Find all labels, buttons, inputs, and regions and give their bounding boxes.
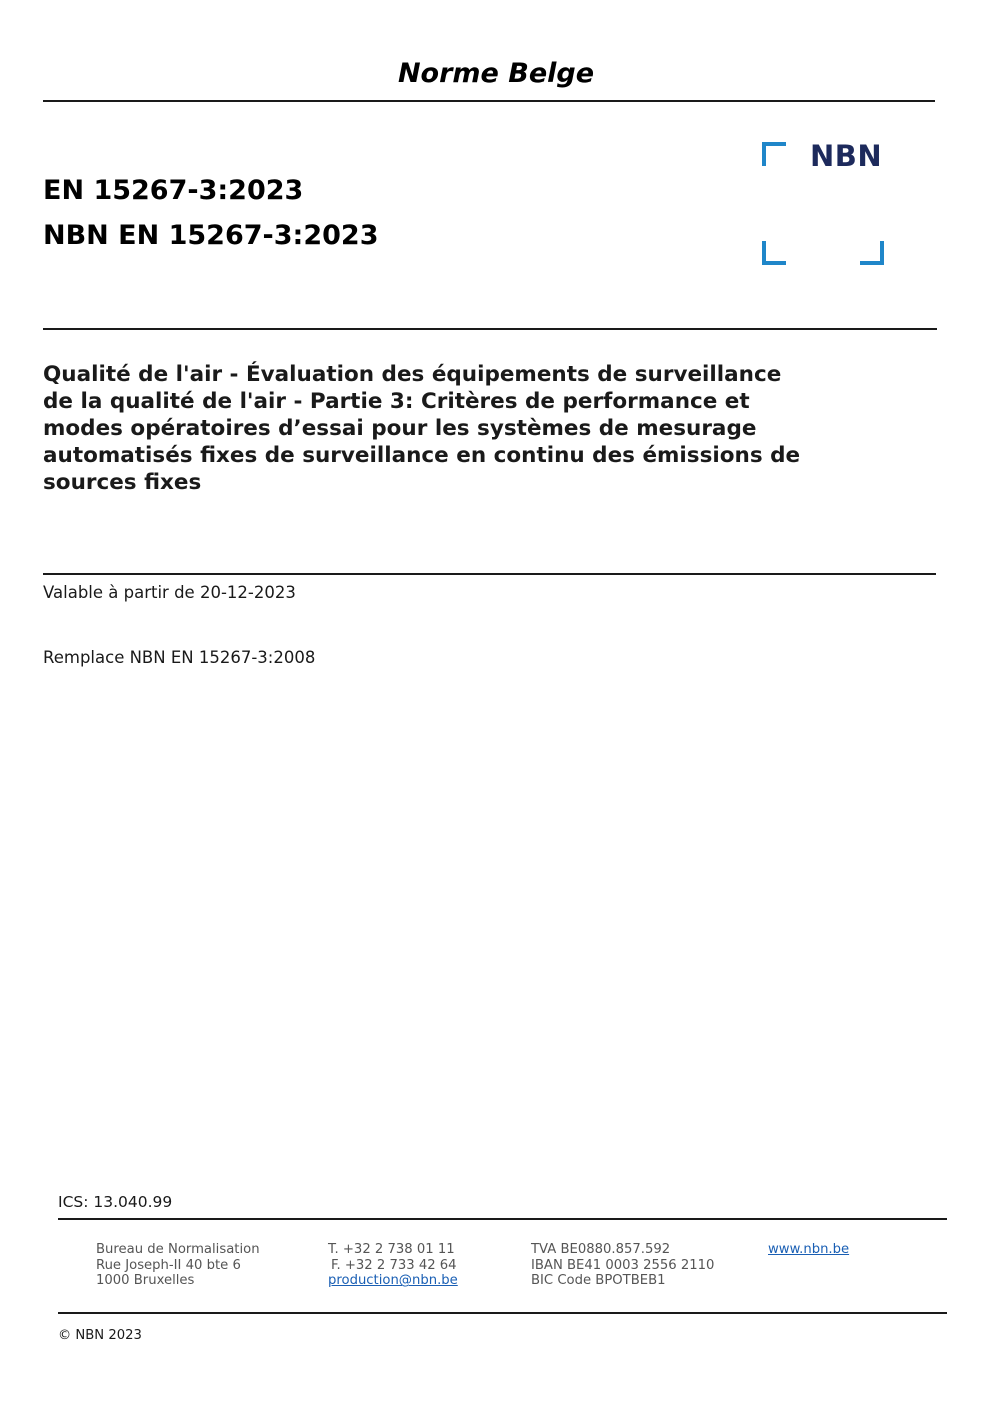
bic-code: BIC Code BPOTBEB1 (531, 1273, 666, 1289)
en-standard-code: EN 15267-3:2023 (43, 175, 304, 206)
document-title-line: modes opératoires d’essai pour les systèmes de mesurage (43, 416, 757, 441)
iban-number: IBAN BE41 0003 2556 2110 (531, 1257, 715, 1273)
valid-from-date: Valable à partir de 20-12-2023 (43, 583, 296, 602)
logo-corner-bottom-right (860, 241, 884, 265)
nbn-standard-code: NBN EN 15267-3:2023 (43, 220, 379, 251)
divider-footer-bottom (58, 1312, 947, 1314)
vat-number: TVA BE0880.857.592 (531, 1242, 671, 1257)
address-line: Rue Joseph-II 40 bte 6 (96, 1257, 241, 1273)
footer-contact (328, 1242, 458, 1289)
address-line: 1000 Bruxelles (96, 1273, 195, 1289)
document-title-line: Qualité de l'air - Évaluation des équipements de surveillance (43, 362, 782, 387)
footer-address (96, 1242, 260, 1289)
nbn-logo (762, 139, 884, 264)
fax-number: F. +32 2 733 42 64 (331, 1257, 457, 1273)
page-header-title: Norme Belge (397, 58, 595, 89)
footer-bank-details (531, 1242, 714, 1289)
logo-corner-top-left (762, 142, 786, 166)
document-title-line: automatisés fixes de surveillance en continu des émissions de (43, 443, 801, 468)
logo-text: NBN (810, 139, 883, 173)
copyright-notice: © NBN 2023 (58, 1328, 142, 1343)
divider-below-title (43, 573, 936, 575)
document-title-line: de la qualité de l'air - Partie 3: Critères de performance et (43, 389, 750, 414)
replaces-standard: Remplace NBN EN 15267-3:2008 (43, 648, 316, 667)
footer-website (768, 1242, 849, 1258)
divider-top (43, 100, 935, 102)
document-title-line: sources fixes (43, 470, 202, 495)
divider-footer-top (58, 1218, 947, 1220)
ics-code: ICS: 13.040.99 (58, 1193, 173, 1211)
logo-corner-bottom-left (762, 241, 786, 265)
email-link[interactable]: production@nbn.be (328, 1273, 458, 1289)
address-line: Bureau de Normalisation (96, 1242, 260, 1257)
divider-below-codes (43, 328, 937, 330)
phone-number: T. +32 2 738 01 11 (328, 1242, 455, 1257)
website-link[interactable]: www.nbn.be (768, 1242, 850, 1257)
document-title (43, 361, 903, 496)
